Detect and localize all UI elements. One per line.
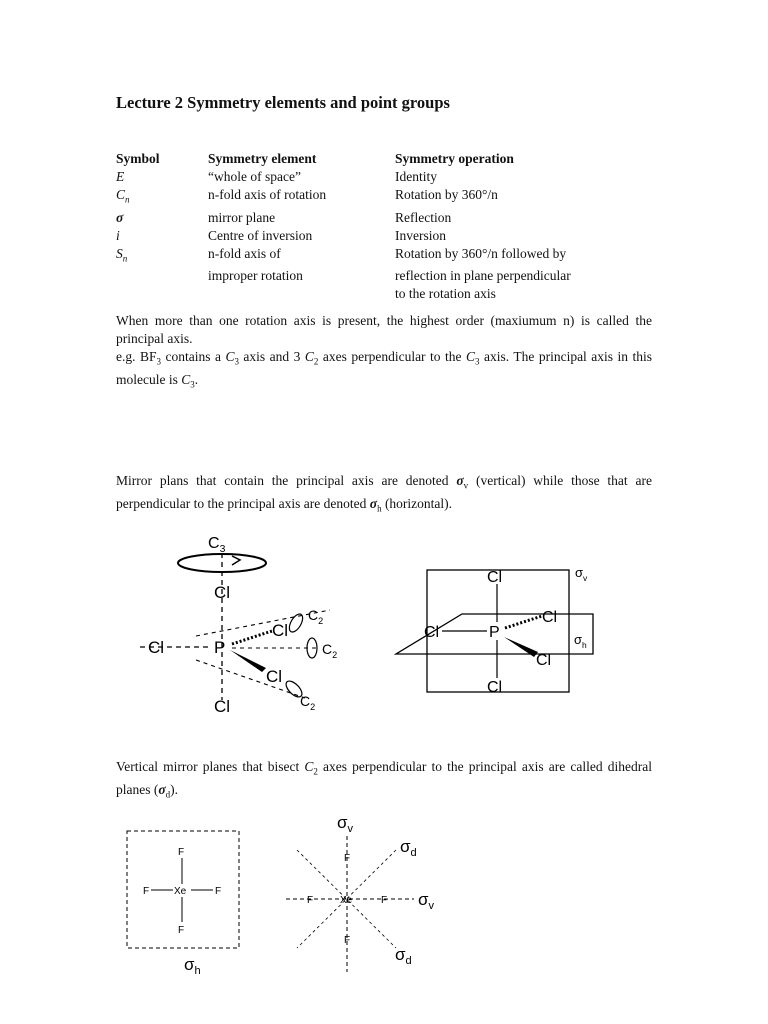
table-row (116, 245, 655, 268)
symbol-sub: n (122, 253, 128, 264)
figure-xef4-sigma-h (120, 826, 246, 976)
operation: to the rotation axis (395, 286, 496, 302)
f-atom: F (344, 853, 351, 864)
element: n-fold axis of rotation (208, 187, 327, 202)
sigma-h-label: $\sigma_h$ (184, 955, 201, 976)
c2-label: $C_2$ (300, 693, 316, 712)
h-sub: h (377, 503, 382, 514)
symbol: S (116, 245, 123, 261)
sigma-v-label: $\sigma_v$ (575, 565, 588, 583)
header-operation: Symmetry operation (395, 151, 514, 166)
para1-text: contains a (161, 349, 226, 364)
paragraph-mirror-planes (116, 472, 652, 517)
f-atom: F (178, 925, 185, 936)
f-atom: F (178, 847, 185, 858)
para3-text: axes perpendicular to the principal axis are called dihedral planes ( (116, 759, 653, 797)
header-element: Symmetry element (208, 151, 317, 166)
symbol: i (116, 227, 120, 243)
cl-equatorial-front: Cl (536, 652, 552, 669)
para1-text: . (194, 371, 199, 387)
para1-text: axis and 3 (238, 349, 305, 364)
figure-xef4-sigma-v-d (282, 808, 444, 976)
paragraph-dihedral-planes (116, 758, 652, 803)
cl-equatorial-front: Cl (266, 667, 283, 686)
cl-axial-top: Cl (487, 569, 503, 586)
symbol-sub: n (125, 194, 130, 205)
sigma-symbol: σ (158, 781, 166, 797)
c-symbol: C (181, 371, 191, 387)
c2-sub: 2 (313, 356, 319, 367)
c3-sub: 3 (190, 379, 195, 390)
cl-equatorial-left: Cl (424, 624, 440, 641)
figure-pcl5-axes (116, 526, 346, 722)
cl-equatorial-back: Cl (272, 621, 289, 640)
c3-sub: 3 (475, 356, 480, 367)
table-row (116, 186, 655, 209)
table-row (116, 168, 655, 186)
p-atom: P (214, 638, 226, 657)
c2-sub: 2 (313, 766, 318, 777)
c3-label: $C_3$ (208, 535, 226, 555)
para3-text: ). (170, 781, 179, 797)
sigma-d-label: $\sigma_d$ (395, 945, 412, 967)
f-atom: F (215, 886, 222, 897)
symbol: E (116, 169, 125, 184)
element: mirror plane (208, 209, 276, 225)
cl-axial-top: Cl (214, 583, 231, 602)
hashed-bond (505, 616, 542, 628)
f-atom: F (344, 935, 351, 946)
element: Centre of inversion (208, 227, 313, 243)
cl-equatorial-back: Cl (542, 609, 558, 626)
sigma-v-label: $\sigma_v$ (418, 890, 435, 912)
cl-equatorial-left: Cl (148, 638, 165, 657)
bf-sub: 3 (156, 356, 161, 367)
c-symbol: C (304, 349, 314, 364)
sigma-v-label: $\sigma_v$ (337, 813, 354, 835)
c-symbol: C (225, 349, 235, 364)
table-row (116, 285, 655, 303)
para1-line1: When more than one rotation axis is present, the highest order (maxiumum n) is called the principal axis. (116, 313, 652, 346)
operation: Rotation by 360°/n followed by (395, 245, 567, 261)
page-title: Lecture 2 Symmetry elements and point groups (116, 93, 450, 112)
para1-eg: e.g. BF (116, 349, 157, 364)
para2-text: Mirror plans that contain the principal axis are denoted (116, 473, 457, 488)
f-atom: F (381, 895, 388, 906)
header-symbol: Symbol (116, 151, 160, 166)
xe-atom: Xe (174, 886, 187, 897)
c2-label: $C_2$ (322, 641, 338, 660)
paragraph-principal-axis (116, 312, 652, 393)
cl-axial-bottom: Cl (214, 697, 231, 716)
c-symbol: C (466, 349, 476, 364)
sigma-symbol: σ (456, 473, 464, 488)
cl-axial-bottom: Cl (487, 679, 503, 696)
wedge-bond (230, 650, 266, 672)
para1-text: axes perpendicular to the (318, 349, 466, 364)
f-atom: F (143, 886, 150, 897)
arrow-icon (232, 556, 240, 565)
operation: Reflection (395, 209, 452, 225)
table-row (116, 267, 655, 285)
c-symbol: C (304, 759, 314, 774)
sigma-h-label: $\sigma_h$ (574, 632, 587, 650)
c2-rotation-ellipse (287, 612, 306, 634)
f-atom: F (307, 895, 314, 906)
symmetry-table (116, 150, 655, 303)
figure-pcl5-planes (392, 558, 606, 698)
c2-label: $C_2$ (308, 607, 324, 626)
element: n-fold axis of (208, 245, 281, 261)
table-header (116, 150, 655, 168)
para2-text: (horizontal). (381, 495, 453, 511)
sigma-symbol: σ (369, 495, 378, 511)
p-atom: P (489, 624, 500, 641)
para2-text: (vertical) while those that are perpendicular to the principal axis are denoted (116, 473, 652, 511)
symbol: σ (116, 209, 124, 225)
xe-atom: Xe (340, 895, 353, 906)
para3-text: Vertical mirror planes that bisect (116, 759, 305, 774)
element: “whole of space” (208, 169, 301, 184)
table-row (116, 227, 655, 245)
v-sub: v (463, 480, 469, 491)
c2-axis-line (196, 660, 305, 698)
table-row (116, 209, 655, 227)
symbol: C (116, 187, 126, 202)
c3-sub: 3 (234, 356, 239, 367)
element: improper rotation (208, 268, 303, 284)
d-sub: d (165, 789, 171, 800)
operation: reflection in plane perpendicular (395, 268, 571, 284)
para1-text: axis. The principal axis in this molecule is (116, 349, 653, 387)
hashed-bond (232, 631, 272, 644)
operation: Rotation by 360°/n (395, 187, 498, 202)
operation: Identity (395, 169, 437, 184)
operation: Inversion (395, 227, 446, 243)
sigma-d-label: $\sigma_d$ (400, 837, 417, 859)
